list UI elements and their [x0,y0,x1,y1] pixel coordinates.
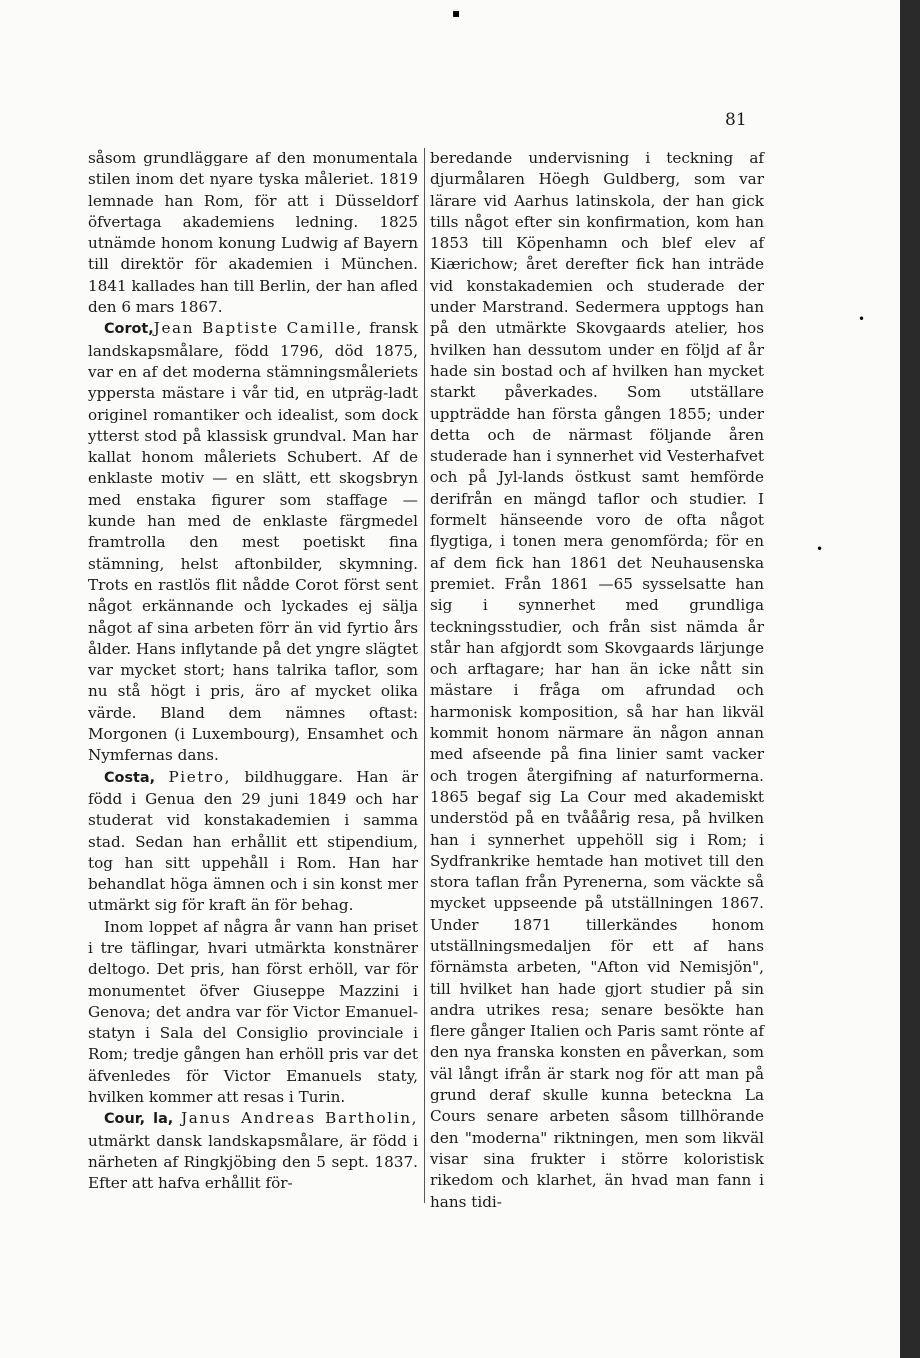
entry-heading-costa: Costa, [104,769,156,786]
entry-corot [88,318,418,766]
entry-name-costa: Pietro, [168,767,232,786]
scan-border [900,0,920,1358]
scan-speck: • [816,542,824,556]
scan-speck: • [858,312,866,326]
column-divider [424,148,425,1203]
entry-text-costa: bildhuggare. Han är född i Genua den 29 juni 1849 och har studerat vid konstakademien i samma stad. Sedan han erhållit ett stipendium, tog han sitt uppehåll i Rom. Han har behandlat höga ämnen och i sin konst mer utmärkt sig för kraft än för behag. [88,767,418,915]
entry-name-corot: Jean Baptiste Camille, [153,319,363,338]
entry-costa-paragraph-2: Inom loppet af några år vann han priset i tre täflingar, hvari utmärkta konstnärer deltogo. Det pris, han först erhöll, var för monumentet öfver Giuseppe Mazzini i Genova; det andra var för Victor Emanuel-statyn i Sala del Consiglio provinciale i Rom; tredje gången han erhöll pris var det äfvenledes för Victor Emanuels staty, hvilken kommer att resas i Turin. [88,917,418,1107]
right-column [430,148,764,1213]
entry-text-cour: utmärkt dansk landskapsmålare, är född i närheten af Ringkjöbing den 5 sept. 1837. Efter att hafva erhållit för- [88,1131,418,1193]
entry-heading-cour: Cour, la, [104,1111,174,1128]
entry-text-corot: fransk landskapsmålare, född 1796, död 1875, var en af det moderna stämningsmåleriets yppersta mästare i vår tid, en utpräg-ladt originel romantiker och idealist, som dock ytterst stod på klassisk grundval. Man har kallat honom måleriets Schubert. Af de enklaste motiv — en slätt, ett skogsbryn med enstaka figurer som staffage — kunde han med de enklaste färgmedel framtrolla den mest poetiskt fina stämning, helst aftonbilder, skymning. Trots en rastlös flit nådde Corot först sent något erkännande och lyckades ej sälja något af sina arbeten förr än vid fyrtio års ålder. Hans inflytande på det yngre slägtet var mycket stort; hans talrika taflor, som nu stå högt i pris, äro af mycket olika värde. Bland dem nämnes oftast: Morgonen (i Luxembourg), Ensamhet och Nymfernas dans. [88,319,419,765]
page-number: 81 [725,110,747,130]
entry-name-cour: Janus Andreas Bartholin, [181,1109,419,1128]
entry-heading-corot: Corot, [104,321,154,338]
entry-costa [88,767,418,917]
entry-cour [88,1108,418,1194]
scan-speck: ▪ [452,6,461,20]
left-column [88,148,418,1195]
left-paragraph-continuation: såsom grundläggare af den monumentala stilen inom det nyare tyska måleriet. 1819 lemnade han Rom, för att i Düsseldorf öfvertaga akademiens ledning. 1825 utnämde honom konung Ludwig af Bayern till direktör för akademien i München. 1841 kallades han till Berlin, der han afled den 6 mars 1867. [88,149,418,317]
right-paragraph-continuation: beredande undervisning i teckning af djurmålaren Höegh Guldberg, som var lärare vid Aarhus latinskola, der han gick tills något efter sin konfirmation, kom han 1853 till Köpenhamn och blef elev af Kiærichow; året derefter fick han inträde vid konstakademien och studerade der under Marstrand. Sedermera upptogs han på den utmärkte Skovgaards atelier, hos hvilken han dessutom under en följd af år hade sin bostad och af hvilken han mycket starkt påverkades. Som utställare uppträdde han första gången 1855; under detta och de närmast följande åren studerade han i synnerhet vid Vesterhafvet och på Jyl-lands östkust samt hemförde derifrån en mängd taflor och studier. I formelt hänseende voro de ofta något flygtiga, i tonen mera genomförda; för en af dem fick han 1861 det Neuhausenska premiet. Från 1861 —65 sysselsatte han sig i synnerhet med grundliga teckningsstudier, och från sist nämda år står han afgjordt som Skovgaards lärjunge och arftagare; har han än icke nått sin mästare i fråga om afrundad och harmonisk komposition, så har han likväl kommit honom närmare än någon annan med afseende på fina linier samt vacker och trogen återgifning af naturformerna. 1865 begaf sig La Cour med akademiskt understöd på en tvååårig resa, på hvilken han i synnerhet uppehöll sig i Rom; i Sydfrankrike hemtade han motivet till den stora taflan från Pyrenerna, som väckte så mycket uppseende på utställningen 1867. Under 1871 tillerkändes honom utställningsmedaljen för ett af hans förnämsta arbeten, "Afton vid Nemisjön", till hvilket han hade gjort studier på sin andra utrikes resa; senare besökte han flere gånger Italien och Paris samt rönte af den nya franska konsten en påverkan, som väl långt ifrån är stark nog för att man på grund deraf skulle kunna beteckna La Cours senare arbeten såsom tillhörande den "moderna" riktningen, men som likväl visar sina frukter i större koloristisk rikedom och klarhet, än hvad man fann i hans tidi- [430,149,764,1211]
